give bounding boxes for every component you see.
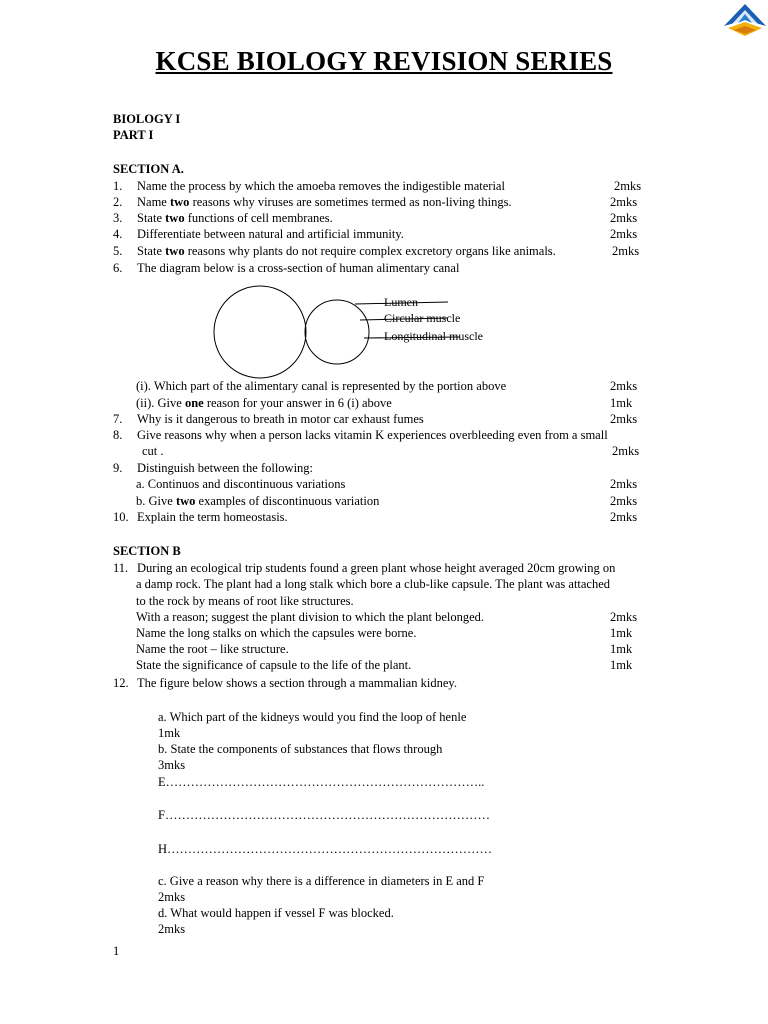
- question-9-b: b. Give two examples of discontinuous variation: [136, 494, 380, 508]
- question-11: 11. During an ecological trip students found a green plant whose height averaged 20cm growing on: [113, 561, 616, 575]
- marks-q9-b: 2mks: [610, 494, 638, 508]
- question-12-c: c. Give a reason why there is a difference in diameters in E and F: [158, 874, 485, 888]
- marks-q12-c: 2mks: [158, 890, 186, 904]
- question-8-cont: cut .: [142, 444, 164, 458]
- label-circular-muscle: Circular muscle: [384, 311, 461, 325]
- inner-circle: [305, 300, 369, 364]
- question-11-line3: to the rock by means of root like structures.: [136, 594, 354, 608]
- marks-q2: 2mks: [610, 195, 638, 209]
- marks-q6-i: 2mks: [610, 379, 638, 393]
- marks-q11-s4: 1mk: [610, 658, 633, 672]
- question-11-s1: With a reason; suggest the plant division to which the plant belonged.: [136, 610, 485, 624]
- section-a-title: SECTION A.: [113, 162, 184, 176]
- question-6-i: (i). Which part of the alimentary canal is represented by the portion above: [136, 379, 507, 393]
- question-5: 5. State two reasons why plants do not require complex excretory organs like animals.: [113, 244, 556, 258]
- question-11-s2: Name the long stalks on which the capsules were borne.: [136, 626, 417, 640]
- answer-line-e: E…………………………………………………………………..: [158, 775, 485, 789]
- answer-line-f: F……………………………………………………………………: [158, 808, 490, 822]
- question-3: 3. State two functions of cell membranes.: [113, 211, 333, 225]
- marks-q12-a: 1mk: [158, 726, 181, 740]
- alimentary-canal-diagram: [210, 282, 530, 382]
- marks-q1: 2mks: [614, 179, 642, 193]
- marks-q9-a: 2mks: [610, 477, 638, 491]
- marks-q6-ii: 1mk: [610, 396, 633, 410]
- page-number: 1: [113, 944, 120, 958]
- question-11-s4: State the significance of capsule to the life of the plant.: [136, 658, 412, 672]
- question-12: 12. The figure below shows a section through a mammalian kidney.: [113, 676, 457, 690]
- question-9-a: a. Continuos and discontinuous variations: [136, 477, 346, 491]
- marks-q5: 2mks: [612, 244, 640, 258]
- label-longitudinal-muscle: Longitudinal muscle: [384, 329, 483, 343]
- marks-q8: 2mks: [612, 444, 640, 458]
- marks-q10: 2mks: [610, 510, 638, 524]
- marks-q11-s1: 2mks: [610, 610, 638, 624]
- marks-q3: 2mks: [610, 211, 638, 225]
- question-8: 8. Give reasons why when a person lacks vitamin K experiences overbleeding even from a small: [113, 428, 608, 442]
- logo-icon: [722, 2, 768, 40]
- answer-line-h: H……………………………………………………………………: [158, 842, 493, 856]
- marks-q4: 2mks: [610, 227, 638, 241]
- question-11-line2: a damp rock. The plant had a long stalk which bore a club-like capsule. The plant was attached: [136, 577, 611, 591]
- label-lumen: Lumen: [384, 295, 418, 309]
- question-10: 10. Explain the term homeostasis.: [113, 510, 288, 524]
- section-b-title: SECTION B: [113, 544, 181, 558]
- marks-q7: 2mks: [610, 412, 638, 426]
- heading-biology: BIOLOGY I: [113, 112, 181, 126]
- heading-part: PART I: [113, 128, 154, 142]
- outer-circle: [214, 286, 306, 378]
- question-4: 4. Differentiate between natural and artificial immunity.: [113, 227, 404, 241]
- marks-q11-s2: 1mk: [610, 626, 633, 640]
- question-6: 6. The diagram below is a cross-section of human alimentary canal: [113, 261, 460, 275]
- question-9: 9. Distinguish between the following:: [113, 461, 314, 475]
- question-6-ii: (ii). Give one reason for your answer in 6 (i) above: [136, 396, 392, 410]
- question-12-b: b. State the components of substances that flows through: [158, 742, 443, 756]
- page-title: KCSE BIOLOGY REVISION SERIES: [155, 46, 613, 76]
- marks-q12-b: 3mks: [158, 758, 186, 772]
- question-7: 7. Why is it dangerous to breath in motor car exhaust fumes: [113, 412, 424, 426]
- question-12-d: d. What would happen if vessel F was blocked.: [158, 906, 394, 920]
- question-11-s3: Name the root – like structure.: [136, 642, 289, 656]
- question-12-a: a. Which part of the kidneys would you find the loop of henle: [158, 710, 467, 724]
- marks-q12-d: 2mks: [158, 922, 186, 936]
- question-1: 1. Name the process by which the amoeba removes the indigestible material: [113, 179, 505, 193]
- question-2: 2. Name two reasons why viruses are sometimes termed as non-living things.: [113, 195, 512, 209]
- marks-q11-s3: 1mk: [610, 642, 633, 656]
